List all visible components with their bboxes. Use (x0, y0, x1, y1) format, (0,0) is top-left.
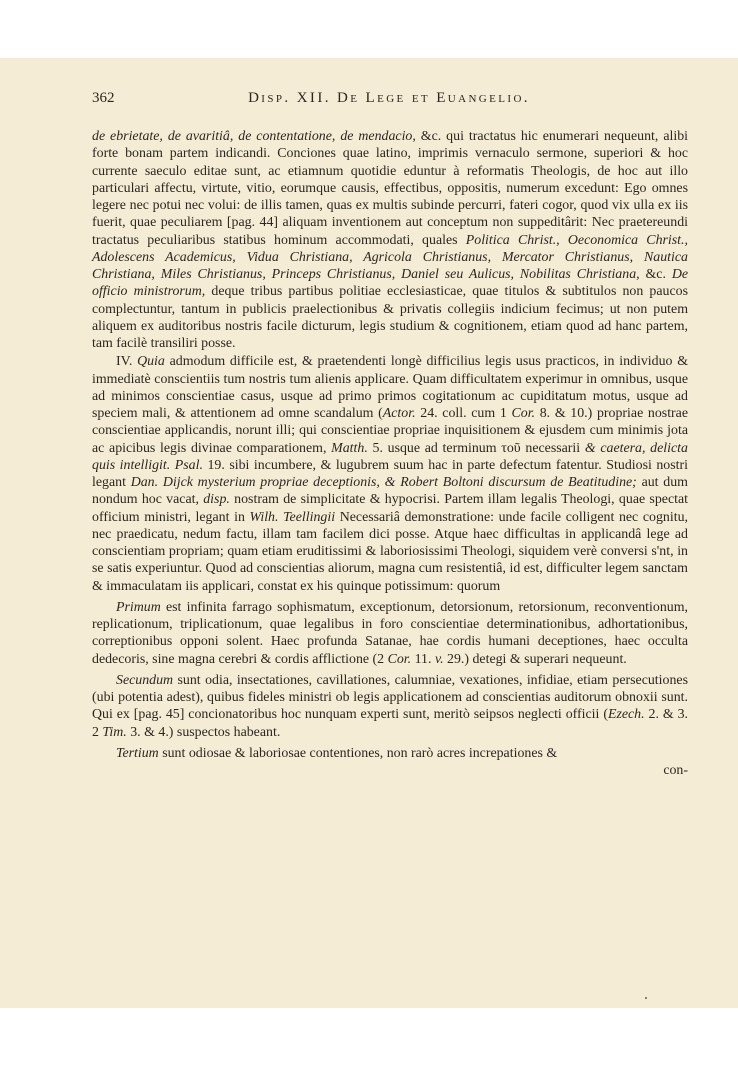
page-number: 362 (92, 90, 115, 106)
text-run: deque tribus partibus politiae ecclesiasticae, quae titulos & subtitulos non paucos complectuntur, tantum in publicis praelectionibus & privatis collegiis indicium fecimus; ut non putem aliquem ex auditoribus nostris facile dicturum, legis studium & cognitionem, etiam quod ad hanc partem, tam facilè transiliri posse. (92, 284, 688, 351)
italic-run: disp. (203, 492, 230, 508)
italic-run: Primum (116, 599, 161, 615)
text-run: IV. (116, 354, 138, 370)
italic-run: Tim. (102, 724, 127, 740)
running-title: Disp. XII. De Lege et Euangelio. (248, 90, 530, 106)
paragraph (92, 672, 688, 741)
text-run: 29.) detegi & superari nequeunt. (443, 651, 627, 667)
text-run: 2. & 3. 2 (92, 707, 688, 740)
text-run: 5. usque ad terminum τοῦ necessarii (367, 440, 585, 456)
paragraph (92, 599, 688, 668)
paragraph (92, 745, 688, 762)
italic-run: Matth. (331, 440, 368, 456)
italic-run: Quia (137, 354, 165, 370)
italic-run: De officio ministrorum, (92, 267, 689, 300)
text-run: est infinita farrago sophismatum, exceptionum, detorsionum, retorsionum, reconventionum, replicationum, triplicationum, quae legalibus in foro conscientiae determinationibus, adhortationibus, correptionibus opponi solent. Haec profunda Satanae, hae cordis humani deceptiones, haec occulta dedecoris, sine magna cerebri & cordis afflictione (2 (92, 599, 688, 667)
text-run: nostram de simplicitate & hypocrisi. Partem illam legalis Theologi, quae spectat officium ministri, legant in (92, 492, 689, 525)
italic-run: Tertium (116, 745, 159, 761)
text-run: &c. (639, 267, 672, 282)
italic-run: v. (434, 651, 444, 667)
text-run: aut dum nondum hoc vacat, (92, 475, 688, 508)
text-run: sunt odiosae & laboriosae contentiones, non rarò acres increpationes & (158, 745, 558, 761)
text-run: 24. coll. cum 1 (415, 406, 512, 421)
italic-run: Cor. (387, 651, 412, 667)
text-run: sunt odia, insectationes, cavillationes, calumniae, vexationes, infidiae, etiam persecutiones (ubi potentia adest), quibus fideles ministri ob legis applicationem ad conscientias auditorum obnoxii sunt. Qui ex [pag. 45] concionatoribus hoc nunquam experti sunt, meritò seipsos neglecti officii ( (92, 672, 688, 723)
text-run: 11. (411, 651, 435, 667)
body-text (92, 128, 688, 779)
italic-run: Secundum (116, 672, 174, 688)
page-speck (645, 997, 647, 999)
italic-run: Politica Christ., Oeconomica Christ., Adolescens Academicus, Vidua Christiana, Agricola Christianus, Mercator Christianus, Nautica Christiana, Miles Christianus, Princeps Christianus, Daniel seu Aulicus, Nobilitas Christiana, (92, 232, 688, 282)
text-run: 8. & 10.) propriae nostrae conscientiae applicandis, norunt illi; qui conscientiae propriae inquisitionem & ejusdem cum minimis jota ac apicibus legis divinae comparationem, (92, 406, 689, 456)
italic-run: Dan. Dijck mysterium propriae deceptionis, & Robert Boltoni discursum de Beatitudine; (130, 475, 637, 490)
page-header (92, 90, 686, 110)
paragraph (92, 353, 688, 595)
text-run: 19. sibi incumbere, & lugubrem suum hac in parte defectum fatentur. Studiosi nostri legant (92, 457, 688, 490)
italic-run: Ezech. (607, 707, 645, 723)
catchword: con- (663, 763, 688, 778)
text-run: Necessariâ demonstratione: unde facile colligent nec cognitu, nec praedicatu, nedum factu, illam tam facilem dici posse. Atque haec difficultas in applicandâ lege ad conscientiam propriam; quam etiam eruditissimi & laboriosissimi Theologi, siquidem verè conversi s'nt, in se satis experiuntur. Quod ad conscientias aliorum, magna cum resistentiâ, id est, difficulter legem sanctam & immaculatam iis applicari, constat ex his quinque potissimum: quorum (92, 509, 688, 594)
text-run: &c. qui tractatus hic enumerari nequeunt, alibi forte bonam partem indicandi. Conciones quae latino, imprimis vernaculo sermone, superiori & hoc currente saeculo editae sunt, ac etiamnum quotidie eduntur à reformatis Theologis, de hoc aut illo particulari affectu, virtute, vitio, eorumque causis, effectibus, oppositis, numerum excedunt: Ego omnes legere nec potui nec volui: de illis tamen, quas ex multis subinde percurri, fateri cogor, quod vix ulla ex iis fuerit, quae peculiarem [pag. 44] aliquam inventionem aut conceptum non suppeditârit: Nec praetereundi tractatus peculiaribus statibus hominum accommodati, quales (92, 129, 689, 248)
paragraph (92, 128, 688, 352)
book-page (0, 58, 738, 1008)
text-run: admodum difficile est, & praetendenti longè difficilius legis usus practicos, in individuo & immediatè conscientiis tum nostris tum alienis applicare. Quam difficultatem experimur in omnibus, usque ad minimos conscientiae casus, usque ad primo primos cogitationum ac cupiditatum motus, usque ad speciem mali, & attentionem ad omne scandalum ( (92, 354, 689, 421)
text-run: 3. & 4.) suspectos habeant. (126, 724, 281, 740)
italic-run: Cor. (511, 406, 536, 421)
italic-run: & caetera, delicta quis intelligit. Psal. (92, 440, 688, 473)
italic-run: Wilh. Teellingii (249, 509, 336, 525)
italic-run: de ebrietate, de avaritiâ, de contentatione, de mendacio, (92, 129, 416, 144)
italic-run: Actor. (382, 406, 416, 421)
